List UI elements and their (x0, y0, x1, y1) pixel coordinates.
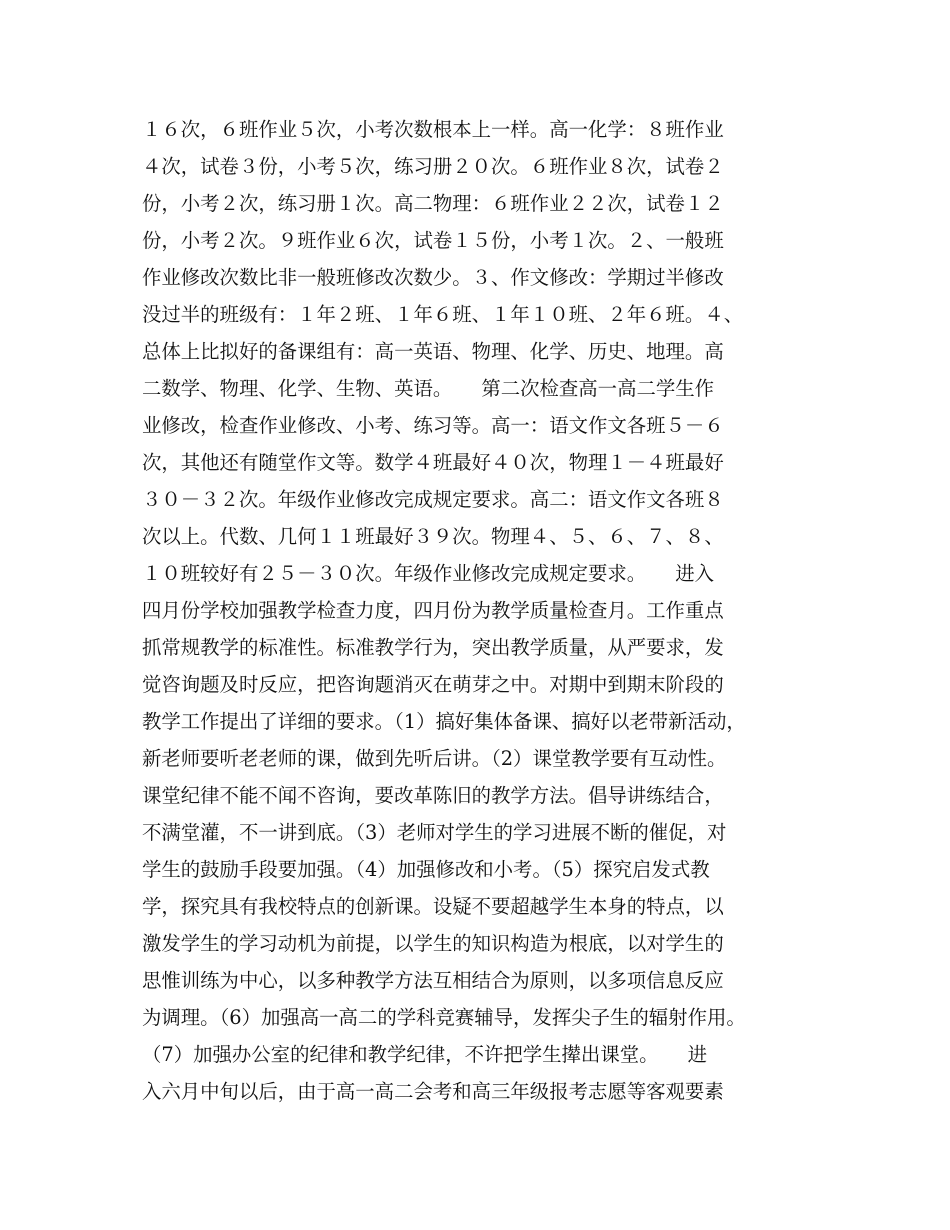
text-line: 思惟训练为中心，以多种教学方法互相结合为原则，以多项信息反应 (142, 969, 724, 992)
text-line: 次，其他还有随堂作文等。数学４班最好４０次，物理１－４班最好 (142, 451, 724, 474)
text-line: 激发学生的学习动机为前提，以学生的知识构造为根底，以对学生的 (142, 932, 724, 955)
text-line: 四月份学校加强教学检查力度，四月份为教学质量检查月。工作重点 (142, 599, 724, 622)
text-line: 二数学、物理、化学、生物、英语。 第二次检查高一高二学生作 (142, 377, 715, 400)
text-line: 学生的鼓励手段要加强。（4）加强修改和小考。（5）探究启发式教 (142, 858, 710, 881)
text-line: 课堂纪律不能不闻不咨询，要改革陈旧的教学方法。倡导讲练结合， (142, 784, 724, 807)
text-line: 教学工作提出了详细的要求。（1）搞好集体备课、搞好以老带新活动， (142, 710, 746, 733)
text-line: 抓常规教学的标准性。标准教学行为，突出教学质量，从严要求，发 (142, 636, 724, 659)
text-line: 不满堂灌，不一讲到底。（3）老师对学生的学习进展不断的催促，对 (142, 821, 727, 844)
text-line: 总体上比拟好的备课组有：高一英语、物理、化学、历史、地理。高 (142, 340, 724, 363)
document-page (142, 0, 822, 1230)
text-line: 入六月中旬以后，由于高一高二会考和高三年级报考志愿等客观要素 (142, 1080, 724, 1103)
text-line: 次以上。代数、几何１１班最好３９次。物理４、５、６、７、８、 (142, 525, 724, 548)
text-line: 业修改，检查作业修改、小考、练习等。高一：语文作文各班５－６ (142, 414, 724, 437)
text-line: １６次，６班作业５次，小考次数根本上一样。高一化学：８班作业 (142, 118, 724, 141)
text-line: 份，小考２次。９班作业６次，试卷１５份，小考１次。２、一般班 (142, 229, 724, 252)
text-line: 为调理。（6）加强高一高二的学科竞赛辅导，发挥尖子生的辐射作用。 (142, 1006, 746, 1029)
text-line: 作业修改次数比非一般班修改次数少。３、作文修改：学期过半修改 (142, 266, 724, 289)
text-line: ４次，试卷３份，小考５次，练习册２０次。６班作业８次，试卷２ (142, 155, 724, 178)
text-line: 学，探究具有我校特点的创新课。设疑不要超越学生本身的特点，以 (142, 895, 724, 918)
text-line: ３０－３２次。年级作业修改完成规定要求。高二：语文作文各班８ (142, 488, 724, 511)
text-line: 觉咨询题及时反应，把咨询题消灭在萌芽之中。对期中到期末阶段的 (142, 673, 724, 696)
text-line: 份，小考２次，练习册１次。高二物理：６班作业２２次，试卷１２ (142, 192, 724, 215)
text-line: 新老师要听老老师的课，做到先听后讲。（2）课堂教学要有互动性。 (142, 747, 727, 770)
text-line: 没过半的班级有：１年２班、１年６班、１年１０班、２年６班。４、 (142, 303, 744, 326)
text-line: （7）加强办公室的纪律和教学纪律，不许把学生撵出课堂。 进 (142, 1043, 707, 1066)
text-line: １０班较好有２５－３０次。年级作业修改完成规定要求。 进入 (142, 562, 715, 585)
